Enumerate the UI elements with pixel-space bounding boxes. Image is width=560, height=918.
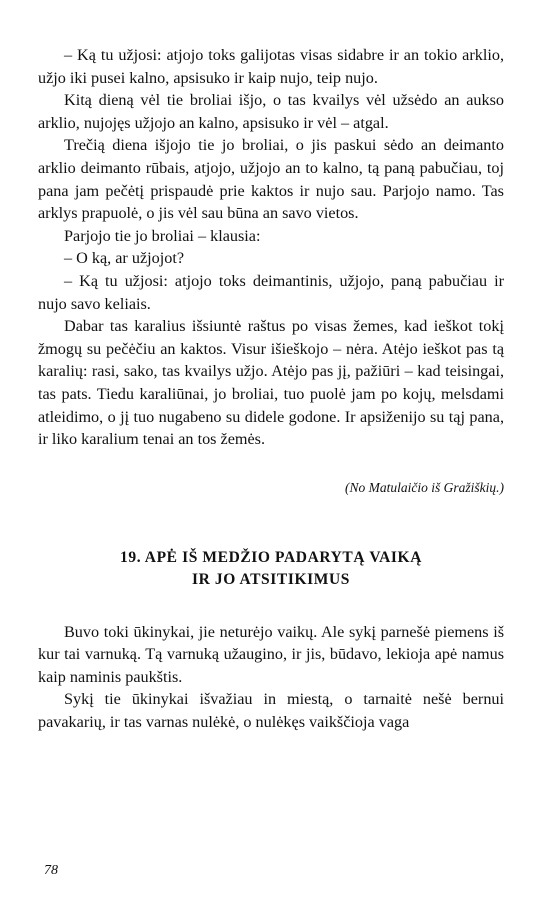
text-block-new-story [38, 621, 504, 734]
paragraph: – Ką tu užjosi: atjojo toks deimantinis, užjojo, paną pabučiau ir nujo savo keliais. [38, 271, 504, 313]
page-body [38, 44, 504, 734]
text-block-previous-story [38, 44, 504, 451]
page-number: 78 [44, 863, 58, 878]
paragraph: Kitą dieną vėl tie broliai išjo, o tas kvailys vėl užsėdo an aukso arklio, nujojęs užjojo an kalno, apsisuko ir vėl – atgal. [38, 91, 504, 132]
paragraph: Trečią diena išjojo tie jo broliai, o jis paskui sėdo an deimanto arklio deimanto rūbais, atjojo, užjojo an to kalno, tą paną pabučiau, toj pana jam pečėtį prispaudė prie kaktos ir nujo sau. Parjojo namo. Tas arklys prapuolė, o jis vėl sau būna an savo vietos. [38, 136, 504, 223]
source-attribution: (No Matulaičio iš Gražiškių.) [345, 479, 504, 495]
paragraph: Parjojo tie jo broliai – klausia: [64, 226, 261, 245]
paragraph: Dabar tas karalius išsiuntė raštus po visas žemes, kad ieškot tokį žmogų su pečėčiu an kaktos. Visur išieškojo – nėra. Atėjo ieškot pas tą karalių: rasi, sako, tas kvailys užjo. Atėjo pas jį, pažiūri – kad teisingai, tas pats. Tiedu karaliūnai, jo broliai, tuo puolė jam po kojų, melsdami atleidimo, o jį tuo nugabeno su didele godone. Ir apsiženijo su tąj pana, ir liko karalium tenai an tos žemės. [38, 317, 504, 449]
chapter-title [38, 547, 504, 591]
chapter-title-line-2: IR JO ATSITIKIMUS [191, 570, 351, 588]
chapter-title-line-1: 19. APĖ IŠ MEDŽIO PADARYTĄ VAIKĄ [120, 548, 422, 566]
paragraph: – Ką tu užjosi: atjojo toks galijotas visas sidabre ir an tokio arklio, užjo iki pusei kalno, apsisuko ir kaip nujo, teip nujo. [38, 46, 504, 87]
paragraph: Buvo toki ūkinykai, jie neturėjo vaikų. Ale sykį parnešė piemens iš kur tai varnuką. Tą varnuką užaugino, ir jis, būdavo, lekioja apė namus kaip naminis paukštis. [38, 622, 504, 686]
paragraph: – O ką, ar užjojot? [64, 249, 185, 268]
paragraph: Sykį tie ūkinykai išvažiau in miestą, o tarnaitė nešė bernui pavakarių, ir tas varnas nulėkė, o nulėkęs vaikščioja vaga [38, 690, 504, 732]
